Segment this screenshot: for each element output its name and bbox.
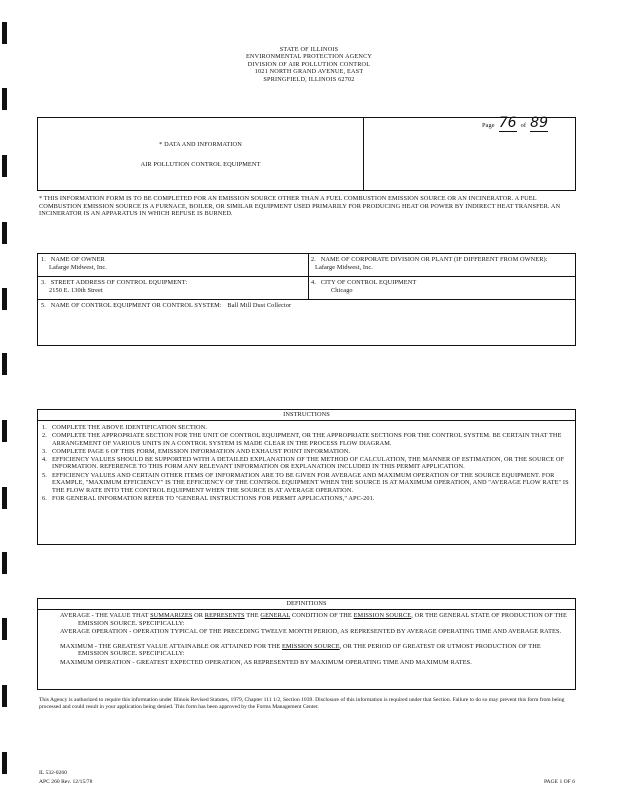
maximum-operation-definition: MAXIMUM OPERATION - GREATEST EXPECTED OPERATION, AS REPRESENTED BY MAXIMUM OPERATING TIME AND MAXIMUM RATES. <box>60 658 472 666</box>
binding-mark <box>2 752 7 774</box>
field-row-divider <box>38 299 575 300</box>
page-counter-label: Page <box>482 122 495 129</box>
street-address-field[interactable] <box>41 279 306 294</box>
field-number: 4. <box>311 279 316 286</box>
field-label: CITY OF CONTROL EQUIPMENT <box>320 279 417 286</box>
agency-header <box>0 46 618 83</box>
header-line: ENVIRONMENTAL PROTECTION AGENCY <box>245 53 373 61</box>
intro-paragraph: * THIS INFORMATION FORM IS TO BE COMPLETED FOR AN EMISSION SOURCE OTHER THAN A FUEL COMBUSTION EMISSION SOURCE OR AN INCINERATOR. A FUEL COMBUSTION EMISSION SOURCE IS A FURNACE, BOILER, OR SIMILAR EQUIPMENT USED PRIMARILY FOR PRODUCING HEAT OR POWER BY INDIRECT HEAT TRANSFER. AN INCINERATOR IS AN APPARATUS IN WHICH REFUSE IS BURNED. <box>39 195 561 218</box>
field-label: NAME OF OWNER <box>50 256 105 263</box>
title-box <box>37 117 576 191</box>
title-line-2: AIR POLLUTION CONTROL EQUIPMENT <box>140 161 261 168</box>
binding-mark <box>2 353 7 375</box>
owner-name-value: Lafarge Midwest, Inc. <box>49 263 107 271</box>
instructions-title: INSTRUCTIONS <box>38 410 575 421</box>
average-operation-definition: AVERAGE OPERATION - OPERATION TYPICAL OF THE PRECEDING TWELVE MONTH PERIOD, AS REPRESENTED BY AVERAGE OPERATING TIME AND AVERAGE RATES. <box>60 628 562 636</box>
binding-mark <box>2 420 7 442</box>
binding-mark <box>2 685 7 707</box>
field-label: NAME OF CORPORATE DIVISION OR PLANT (IF DIFFERENT FROM OWNER): <box>320 256 548 263</box>
page-counter-current: 76 <box>498 115 517 131</box>
corporate-division-field[interactable] <box>311 256 573 271</box>
field-col-divider <box>308 254 309 299</box>
page-footer-label: PAGE 1 OF 6 <box>543 779 575 785</box>
binding-mark <box>2 222 7 244</box>
title-box-divider <box>363 118 364 190</box>
field-number: 5. <box>41 302 46 309</box>
page-counter-total: 89 <box>530 115 548 131</box>
field-number: 1. <box>41 256 46 263</box>
definitions-title: DEFINITIONS <box>38 599 575 610</box>
field-number: 3. <box>41 279 46 286</box>
street-address-value: 2150 E. 130th Street <box>49 286 103 294</box>
definitions-section <box>37 598 576 690</box>
header-line: 1021 NORTH GRAND AVENUE, EAST <box>254 68 364 76</box>
form-id: IL 532-0260 <box>39 770 67 776</box>
city-value: Chicago <box>331 286 353 294</box>
binding-mark <box>2 155 7 177</box>
field-number: 2. <box>311 256 316 263</box>
corporate-division-value: Lafarge Midwest, Inc. <box>315 263 373 271</box>
control-equipment-name-value: Ball Mill Dust Collector <box>227 302 292 309</box>
binding-mark <box>2 88 7 110</box>
header-line: DIVISION OF AIR POLLUTION CONTROL <box>247 60 371 68</box>
average-definition: AVERAGE - THE VALUE THAT SUMMARIZES OR REPRESENTS THE GENERAL CONDITION OF THE EMISSION SOURCE, OR THE GENERAL STATE OF PRODUCTION OF THE EMISSION SOURCE. SPECIFICALLY: <box>60 612 567 627</box>
binding-mark <box>2 22 7 44</box>
page-counter-of: of <box>520 122 527 129</box>
header-line: SPRINGFIELD, ILLINOIS 62702 <box>263 75 355 83</box>
binding-mark <box>2 288 7 310</box>
field-label: STREET ADDRESS OF CONTROL EQUIPMENT: <box>50 279 188 286</box>
field-row-divider <box>38 276 575 277</box>
city-field[interactable] <box>311 279 573 294</box>
maximum-definition: MAXIMUM - THE GREATEST VALUE ATTAINABLE OR ATTAINED FOR THE EMISSION SOURCE, OR THE PERIOD OF GREATEST OR UTMOST PRODUCTION OF THE EMISSION SOURCE. SPECIFICALLY: <box>60 642 541 658</box>
title-line-1: * DATA AND INFORMATION <box>159 141 242 148</box>
control-equipment-name-field[interactable] <box>41 302 571 310</box>
disclosure-notice: This Agency is authorized to require this information under Illinois Revised Statutes, 1979, Chapter 111 1/2, Section 1039. Disclosure of this information is required under that Section. Failure to do so may prevent this form from being processed and could result in your application being denied. This form has been approved by the Forms Management Center. <box>39 697 565 710</box>
binding-mark <box>2 552 7 574</box>
instruction-item: 6. FOR GENERAL INFORMATION REFER TO "GENERAL INSTRUCTIONS FOR PERMIT APPLICATIONS," APC-201. <box>42 494 375 502</box>
instruction-item: 4. EFFICIENCY VALUES SHOULD BE SUPPORTED WITH A DETAILED EXPLANATION OF THE METHOD OF CALCULATION, THE MANNER OF ESTIMATION, OR THE SOURCE OF INFORMATION. REFERENCE TO THIS FORM ANY RELEVANT INFORMATION OR EXPLANATION INCLUDED IN THIS PERMIT APPLICATION. <box>42 455 565 471</box>
instruction-item: 1. COMPLETE THE ABOVE IDENTIFICATION SECTION. <box>42 424 208 431</box>
instruction-item: 3. COMPLETE PAGE 6 OF THIS FORM, EMISSION INFORMATION AND EXHAUST POINT INFORMATION. <box>42 447 351 455</box>
instruction-item: 5. EFFICIENCY VALUES AND CERTAIN OTHER ITEMS OF INFORMATION ARE TO BE GIVEN FOR AVERAGE AND MAXIMUM OPERATION OF THE SOURCE EQUIPMENT. FOR EXAMPLE, "MAXIMUM EFFICIENCY" IS THE EFFICIENCY OF THE CONTROL EQUIPMENT WHEN THE SOURCE IS AT MAXIMUM OPERATION, AND "AVERAGE FLOW RATE" IS THE FLOW RATE INTO THE CONTROL EQUIPMENT WHEN THE SOURCE IS AT AVERAGE OPERATION. <box>42 471 569 494</box>
header-line: STATE OF ILLINOIS <box>279 46 339 53</box>
instructions-list <box>38 421 575 502</box>
owner-name-field[interactable] <box>41 256 306 271</box>
field-label: NAME OF CONTROL EQUIPMENT OR CONTROL SYSTEM: <box>50 302 222 309</box>
form-revision: APC 260 Rev. 12/15/78 <box>39 779 93 785</box>
instructions-section <box>37 409 576 545</box>
binding-mark <box>2 487 7 509</box>
identification-section <box>37 253 576 346</box>
binding-mark <box>2 618 7 640</box>
instruction-item: 2. COMPLETE THE APPROPRIATE SECTION FOR THE UNIT OF CONTROL EQUIPMENT, OR THE APPROPRIATE SECTIONS FOR THE CONTROL SYSTEM. BE CERTAIN THAT THE ARRANGEMENT OF VARIOUS UNITS IN A CONTROL SYSTEM IS MADE CLEAR IN THE PROCESS FLOW DIAGRAM. <box>42 432 562 447</box>
